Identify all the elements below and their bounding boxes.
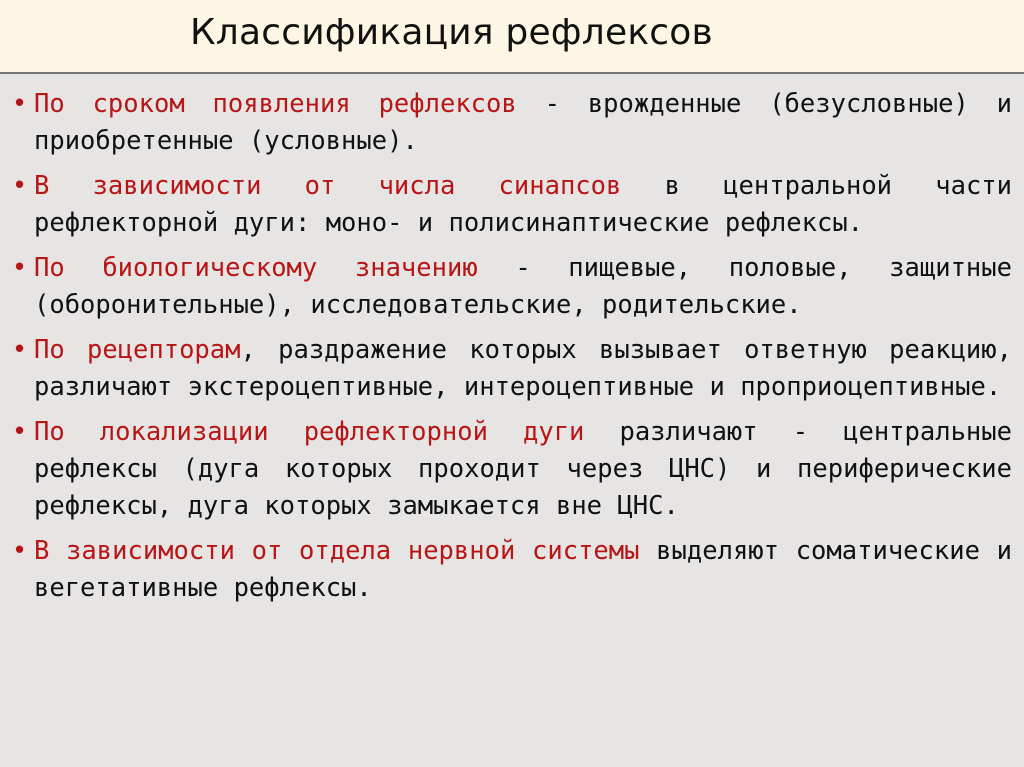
- item-2-text: в центральной части рефлекторной дуги: моно- и полисинаптические рефлексы.: [34, 171, 1013, 238]
- item-4-text: , раздражение которых вызывает ответную реакцию, различают экстероцептивные, интероцептивные и проприоцептивные.: [34, 335, 1012, 402]
- item-1-heading: По сроком появления рефлексов: [34, 89, 517, 119]
- bullet-icon: •: [12, 335, 28, 365]
- item-5-heading: По локализации рефлекторной дуги: [34, 417, 585, 447]
- item-4-heading: По рецепторам: [34, 335, 241, 365]
- bullet-icon: •: [12, 536, 28, 566]
- item-3-text: - пищевые, половые, защитные (оборонительные), исследовательские, родительские.: [34, 253, 1012, 320]
- list-item-5: [8, 414, 1012, 525]
- title-bar: [0, 0, 1024, 72]
- item-2-heading: В зависимости от числа синапсов: [34, 171, 622, 201]
- item-6-text: выделяют соматические и вегетативные рефлексы.: [34, 536, 1012, 603]
- list-item-1: [8, 86, 1012, 160]
- bullet-icon: •: [12, 89, 28, 119]
- item-5-text: различают - центральные рефлексы (дуга которых проходит через ЦНС) и периферические рефлексы, дуга которых замыкается вне ЦНС.: [34, 417, 1012, 521]
- classification-list: [0, 74, 1024, 607]
- list-item-3: [8, 250, 1012, 324]
- item-6-heading: В зависимости от отдела нервной системы: [34, 536, 640, 566]
- content-panel: [0, 72, 1024, 767]
- list-item-6: [8, 533, 1012, 607]
- bullet-icon: •: [12, 417, 28, 447]
- bullet-icon: •: [12, 253, 28, 283]
- list-item-4: [8, 332, 1012, 406]
- item-3-heading: По биологическому значению: [34, 253, 478, 283]
- item-1-text: - врожденные (безусловные) и приобретенные (условные).: [34, 89, 1013, 156]
- bullet-icon: •: [12, 171, 28, 201]
- slide-title: Классификация рефлексов: [190, 12, 713, 53]
- list-item-2: [8, 168, 1012, 242]
